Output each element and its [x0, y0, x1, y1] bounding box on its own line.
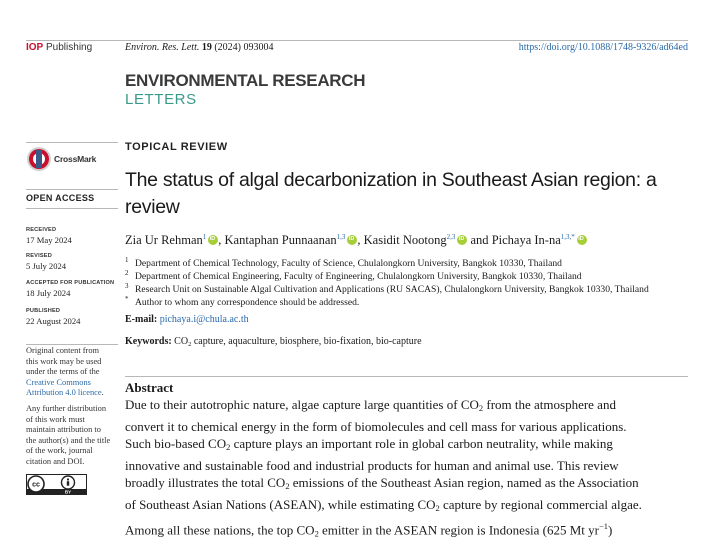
affiliation: 3 Research Unit on Sustainable Algal Cultivation and Applications (RU SACAS), Chulalongkorn University, Bangkok 10330, Thailand	[125, 282, 649, 295]
abstract-line: Such bio-based $CO_2$ capture plays an important role in global carbon neutrality, while making	[125, 436, 613, 453]
header-rule	[26, 40, 688, 41]
crossmark-label[interactable]: CrossMark	[54, 154, 97, 164]
divider	[26, 189, 118, 190]
abstract-line: Due to their autotrophic nature, algae capture large quantities of $CO_2$ from the atmosphere and	[125, 397, 616, 413]
email-link[interactable]: pichaya.i@chula.ac.th	[159, 314, 249, 325]
svg-text:cc: cc	[32, 481, 40, 489]
author-name[interactable]: Kasidit Nootong	[363, 233, 447, 247]
orcid-icon[interactable]	[347, 235, 357, 245]
abstract-line: broadly illustrates the total $CO_2$ emissions of the Southeast Asian region, named as the Association	[125, 475, 639, 492]
abstract-heading: Abstract	[125, 380, 174, 395]
revised-date: 5 July 2024	[26, 261, 67, 271]
author-name[interactable]: Zia Ur Rehman	[125, 233, 203, 247]
affiliation: 2 Department of Chemical Engineering, Faculty of Engineering, Chulalongkorn University, Bangkok 10330, Thailand	[125, 269, 582, 282]
journal-title-line1: ENVIRONMENTAL RESEARCH	[125, 71, 366, 90]
orcid-icon[interactable]	[208, 235, 218, 245]
published-label: PUBLISHED	[26, 308, 61, 314]
attribution-text: Any further distribution of this work must maintain attribution to the author(s) and the title of the work, journal citation and DOI.	[26, 404, 111, 466]
divider	[26, 142, 118, 143]
abstract-line: Among all these nations, the top $CO_2$ emitter in the ASEAN region is Indonesia (625 Mt $yr^{-1}$)	[125, 520, 613, 538]
license-text: Original content from this work may be used under the terms of the Creative Commons Attribution 4.0 licence.	[26, 346, 104, 397]
cc-badge-text: BY	[64, 489, 72, 495]
email-line: E-mail: pichaya.i@chula.ac.th	[125, 314, 249, 325]
article-type: TOPICAL REVIEW	[125, 141, 228, 153]
divider	[26, 208, 118, 209]
published-date: 22 August 2024	[26, 316, 81, 326]
accepted-label: ACCEPTED FOR PUBLICATION	[26, 280, 115, 286]
author-list: Zia Ur Rehman$^1$iD , Kantaphan Punnaanan$^{1,3}$iD , Kasidit Nootong$^{2,3}$iD and Pichaya $In-na^{1,3,*}iD$	[125, 233, 587, 248]
accepted-date: 18 July 2024	[26, 288, 71, 298]
abstract-text	[125, 396, 695, 542]
iop-publishing-logo[interactable]: IOP Publishing	[26, 42, 93, 53]
affiliation: 1 Department of Chemical Technology, Faculty of Science, Chulalongkorn University, Bangkok 10330, Thailand	[125, 256, 562, 269]
cc-by-badge-icon[interactable]	[26, 474, 87, 495]
orcid-icon[interactable]	[457, 235, 467, 245]
open-access-label: OPEN ACCESS	[26, 193, 95, 203]
author-name[interactable]: Kantaphan Punnaanan	[224, 233, 337, 247]
revised-label: REVISED	[26, 253, 52, 259]
cc-license-link-2[interactable]: Attribution 4.0 licence	[26, 388, 102, 397]
received-label: RECEIVED	[26, 227, 57, 233]
article-title: The status of algal decarbonization in Southeast Asian region: a review	[125, 169, 657, 218]
author-name[interactable]: Pichaya In-na	[491, 233, 561, 247]
abstract-line: innovative and sustainable food and industrial products for human and animal use. This review	[125, 457, 619, 473]
abstract-line: of Southeast Asian Nations (ASEAN), while estimating $CO_2$ capture by regional commercial algae.	[125, 496, 642, 513]
received-date: 17 May 2024	[26, 235, 72, 245]
keywords-line: Keywords: $CO_2$ capture, aquaculture, biosphere, bio-fixation, bio-capture	[125, 336, 422, 348]
journal-title-line2: LETTERS	[125, 91, 197, 108]
divider	[125, 376, 688, 377]
doi-link[interactable]: https://doi.org/10.1088/1748-9326/ad64ed	[518, 42, 688, 53]
cc-license-link[interactable]: Creative Commons	[26, 377, 91, 387]
abstract-line: convert it to chemical energy in the form of biomolecules and cell mass for various applications.	[125, 418, 627, 434]
correspondence-note: * Author to whom any correspondence should be addressed.	[125, 295, 360, 308]
citation: Environ. Res. Lett. 19 (2024) 093004	[125, 42, 274, 53]
divider	[26, 344, 118, 345]
orcid-icon[interactable]	[577, 235, 587, 245]
